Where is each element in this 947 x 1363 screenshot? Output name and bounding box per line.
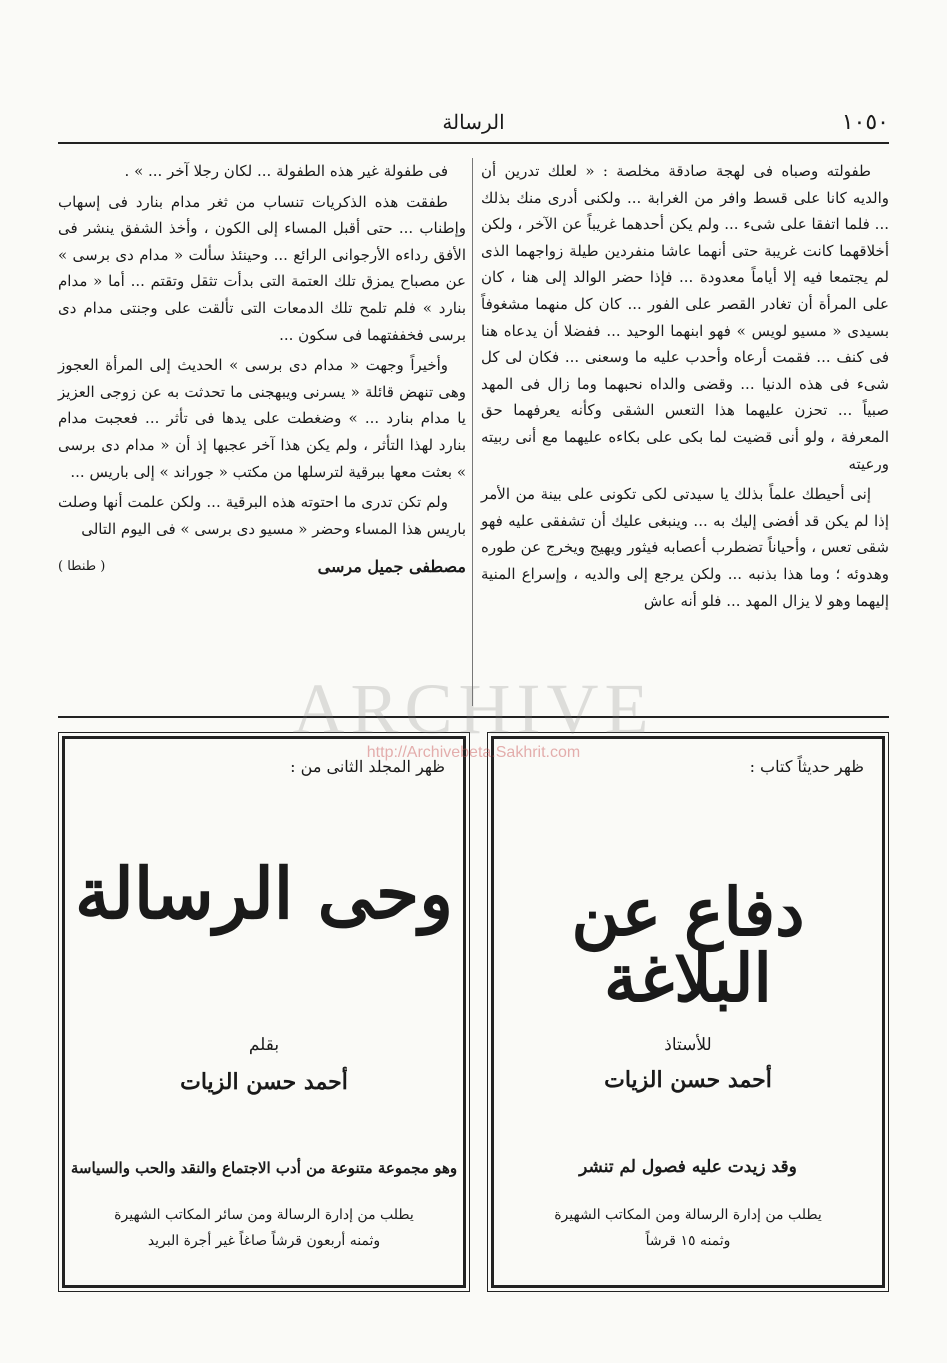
ad-availability: يطلب من إدارة الرسالة ومن سائر المكاتب الشهيرة bbox=[114, 1207, 414, 1223]
ad-author: أحمد حسن الزيات bbox=[180, 1069, 348, 1095]
ad-book-title: وحى الرسالة bbox=[74, 852, 454, 935]
article-column-right bbox=[481, 158, 889, 618]
article-column-left bbox=[58, 158, 466, 581]
paragraph: إنى أحيطك علماً بذلك يا سيدتى لكى تكونى على بينة من الأمر إذا لم يكن قد أفضى إليك به ... وينبغى عليك أن تشفقى عليه فهو شقى تعس ، وأحياناً تضطرب أعصابه فيثور ويهيج ويخرج عن طوره وهدوئه ؛ وما هذا بذنبه ... ولكن يرجع إلى والديه ، وإسراع المنية إليهما وهو لا يزال المهد ... فلو أنه عاش bbox=[481, 485, 889, 610]
book-ad-difa-an-albalagha bbox=[491, 736, 885, 1288]
ad-description: وقد زيدت عليه فصول لم تنشر bbox=[579, 1157, 797, 1177]
ad-by-label: للأستاذ bbox=[664, 1035, 712, 1055]
author-name: مصطفى جميل مرسى bbox=[317, 557, 466, 577]
article-signature bbox=[58, 554, 466, 581]
running-title: الرسالة bbox=[442, 110, 505, 134]
page-number: ١٠٥٠ bbox=[841, 110, 889, 135]
ad-by-label: بقلم bbox=[248, 1035, 280, 1055]
ad-intro: ظهر حديثاً كتاب : bbox=[749, 757, 864, 776]
paragraph: طفقت هذه الذكريات تنساب من ثغر مدام بنارد فى إسهاب وإطناب ... حتى أقبل المساء إلى الكون ، وأخذ الشفق ينشر فى الأفق رداءه الأرجوانى الرائع ... وحينئذ سألت « مدام دى برسى » عن مصباح يمزق تلك العتمة التى بدأت تثقل وتقتم ... أما « مدام بنارد » فلم تلمح تلك الدمعات التى تألقت على وجنتى مدام دى برسى فخففتهما فى سكون ... bbox=[58, 192, 466, 344]
column-divider bbox=[472, 158, 473, 706]
paragraph: طفولته وصباه فى لهجة صادقة مخلصة : « لعلك تدرين أن والديه كانا على قسط وافر من الغرابة ... ولكنى أدرى منك بذلك ... فلما اتفقا على شىء ... ولم يكن أحدهما غريباً عن الآخر ، ولكن أخلاقهما كانت غريبة حتى أنهما عاشا منفردين طيلة زواجهما الذى لم يجتمعا فيه إلا أياماً معدودة ... فإذا حضر الوالد إلى هنا ، كان على المرأة أن تغادر القصر على الفور ... كان كل منهما مشغوفاً بسيدى « مسيو لويس » فهو ابنهما الوحيد ... ففضلا أن يدعاه هنا فى كنف ... فقمت أرعاه وأحدب عليه ما وسعنى ... فكان لى كل شىء فى هذه الدنيا ... وقضى والداه نحبهما وما زال فى المهد صبياً ... تحزن عليهما هذا التعس الشقى وكأنه يعرفهما حق المعرفة ، ولو أنى قضيت لما بكى على بكاءه عليهما مع أنى ربيته ورعيته bbox=[481, 162, 889, 473]
paragraph: ولم تكن تدرى ما احتوته هذه البرقية ... ولكن علمت أنها وصلت باريس هذا المساء وحضر « مسيو دى برسى » فى اليوم التالى bbox=[58, 493, 466, 538]
ad-intro: ظهر المجلد الثانى من : bbox=[290, 757, 445, 776]
ad-availability: يطلب من إدارة الرسالة ومن المكاتب الشهيرة bbox=[554, 1207, 822, 1223]
paragraph: وأخيراً وجهت « مدام دى برسى » الحديث إلى المرأة العجوز وهى تنهض قائلة « يسرنى ويبهجنى ما تحدثت به عن زوجى العزيز يا مدام بنارد ... » وضغطت على يدها فى تأثر ... فعجبت مدام بنارد لهذا التأثر ، ولم يكن هذا آخر عجبها إذ أن « مدام دى برسى » بعثت معها ببرقية لترسلها من مكتب « جوراند » إلى باريس ... bbox=[58, 356, 466, 481]
book-ad-wahy-alrisala bbox=[62, 736, 466, 1288]
ad-price: وثمنه أربعون قرشاً صاغاً غير أجرة البريد bbox=[147, 1233, 381, 1249]
section-divider bbox=[58, 716, 889, 718]
ad-description: وهو مجموعة متنوعة من أدب الاجتماع والنقد والحب والسياسة bbox=[70, 1159, 458, 1177]
page-header bbox=[58, 106, 889, 144]
watermark-url: http://Archivebeta.Sakhrit.com bbox=[366, 744, 581, 761]
ad-book-title: دفاع عن البلاغة bbox=[571, 873, 805, 1017]
ad-author: أحمد حسن الزيات bbox=[604, 1067, 772, 1093]
author-place: ( طنطا ) bbox=[58, 559, 106, 575]
paragraph: فى طفولة غير هذه الطفولة ... لكان رجلا آخر ... » . bbox=[124, 162, 448, 180]
ad-price: وثمنه ١٥ قرشاً bbox=[645, 1233, 731, 1249]
watermark-logo: ARCHIVE bbox=[292, 669, 655, 749]
